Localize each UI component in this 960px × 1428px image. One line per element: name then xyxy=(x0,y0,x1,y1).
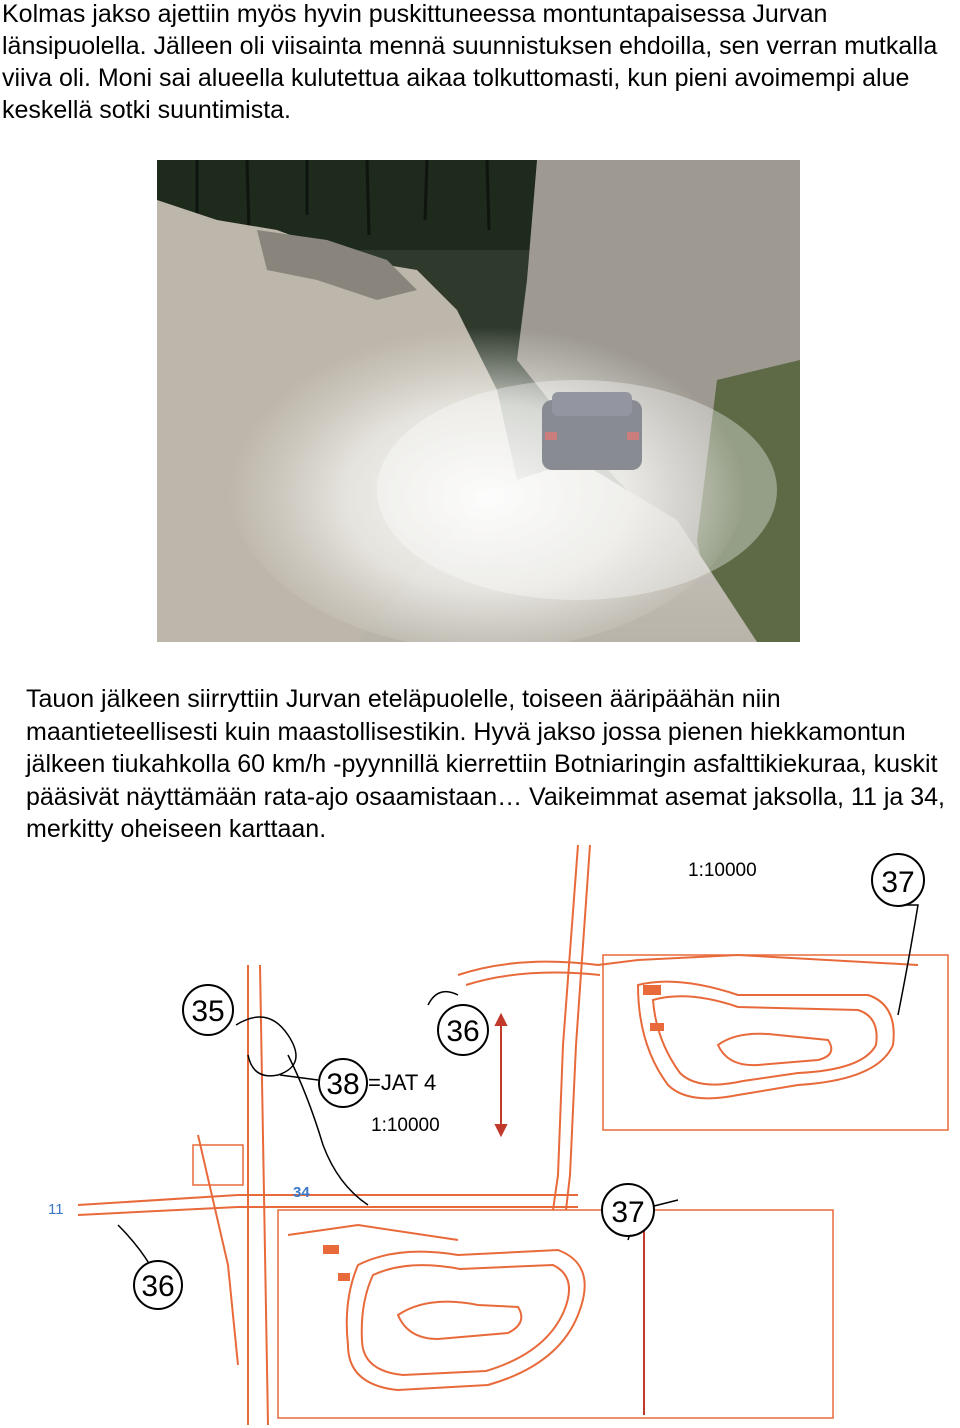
intro-paragraph: Kolmas jakso ajettiin myös hyvin puskittuneessa montuntapaisessa Jurvan länsipuolella. Jälleen oli viisainta mennä suunnistuksen ehdoilla, sen verran mutkalla viiva oli. Moni sai alueella kulutettua aikaa tolkuttomasti, kun pieni avoimempi alue keskellä sotki suuntimista. xyxy=(2,0,938,124)
control-label-37-bottom: 37 xyxy=(611,1196,645,1229)
control-label-36-bottom: 36 xyxy=(141,1270,175,1303)
orienteering-map xyxy=(38,845,958,1425)
scale-label-top: 1:10000 xyxy=(688,860,757,881)
after-photo-paragraph: Tauon jälkeen siirryttiin Jurvan eteläpuolelle, toiseen ääripäähän niin maantieteellisesti kuin maastollisestikin. Hyvä jakso jossa pienen hiekkamontun jälkeen tiukahkolla 60 km/h -pyynnillä kierrettiin Botniaringin asfalttikiekuraa, kuskit pääsivät näyttämään rata-ajo osaamistaan… Vaikeimmat asemat jaksolla, 11 ja 34, merkitty oheiseen karttaan. xyxy=(26,685,945,843)
control-label-37-top: 37 xyxy=(881,866,915,899)
car-in-dust-photo xyxy=(157,160,800,642)
control-label-38: 38 xyxy=(326,1068,360,1101)
station-11-label: 11 xyxy=(48,1201,64,1218)
station-34-label: 34 xyxy=(293,1184,310,1201)
control-label-35: 35 xyxy=(191,995,225,1028)
scale-label-mid: 1:10000 xyxy=(371,1115,440,1136)
control-label-36-top: 36 xyxy=(446,1015,480,1048)
jat-label: =JAT 4 xyxy=(368,1070,437,1095)
